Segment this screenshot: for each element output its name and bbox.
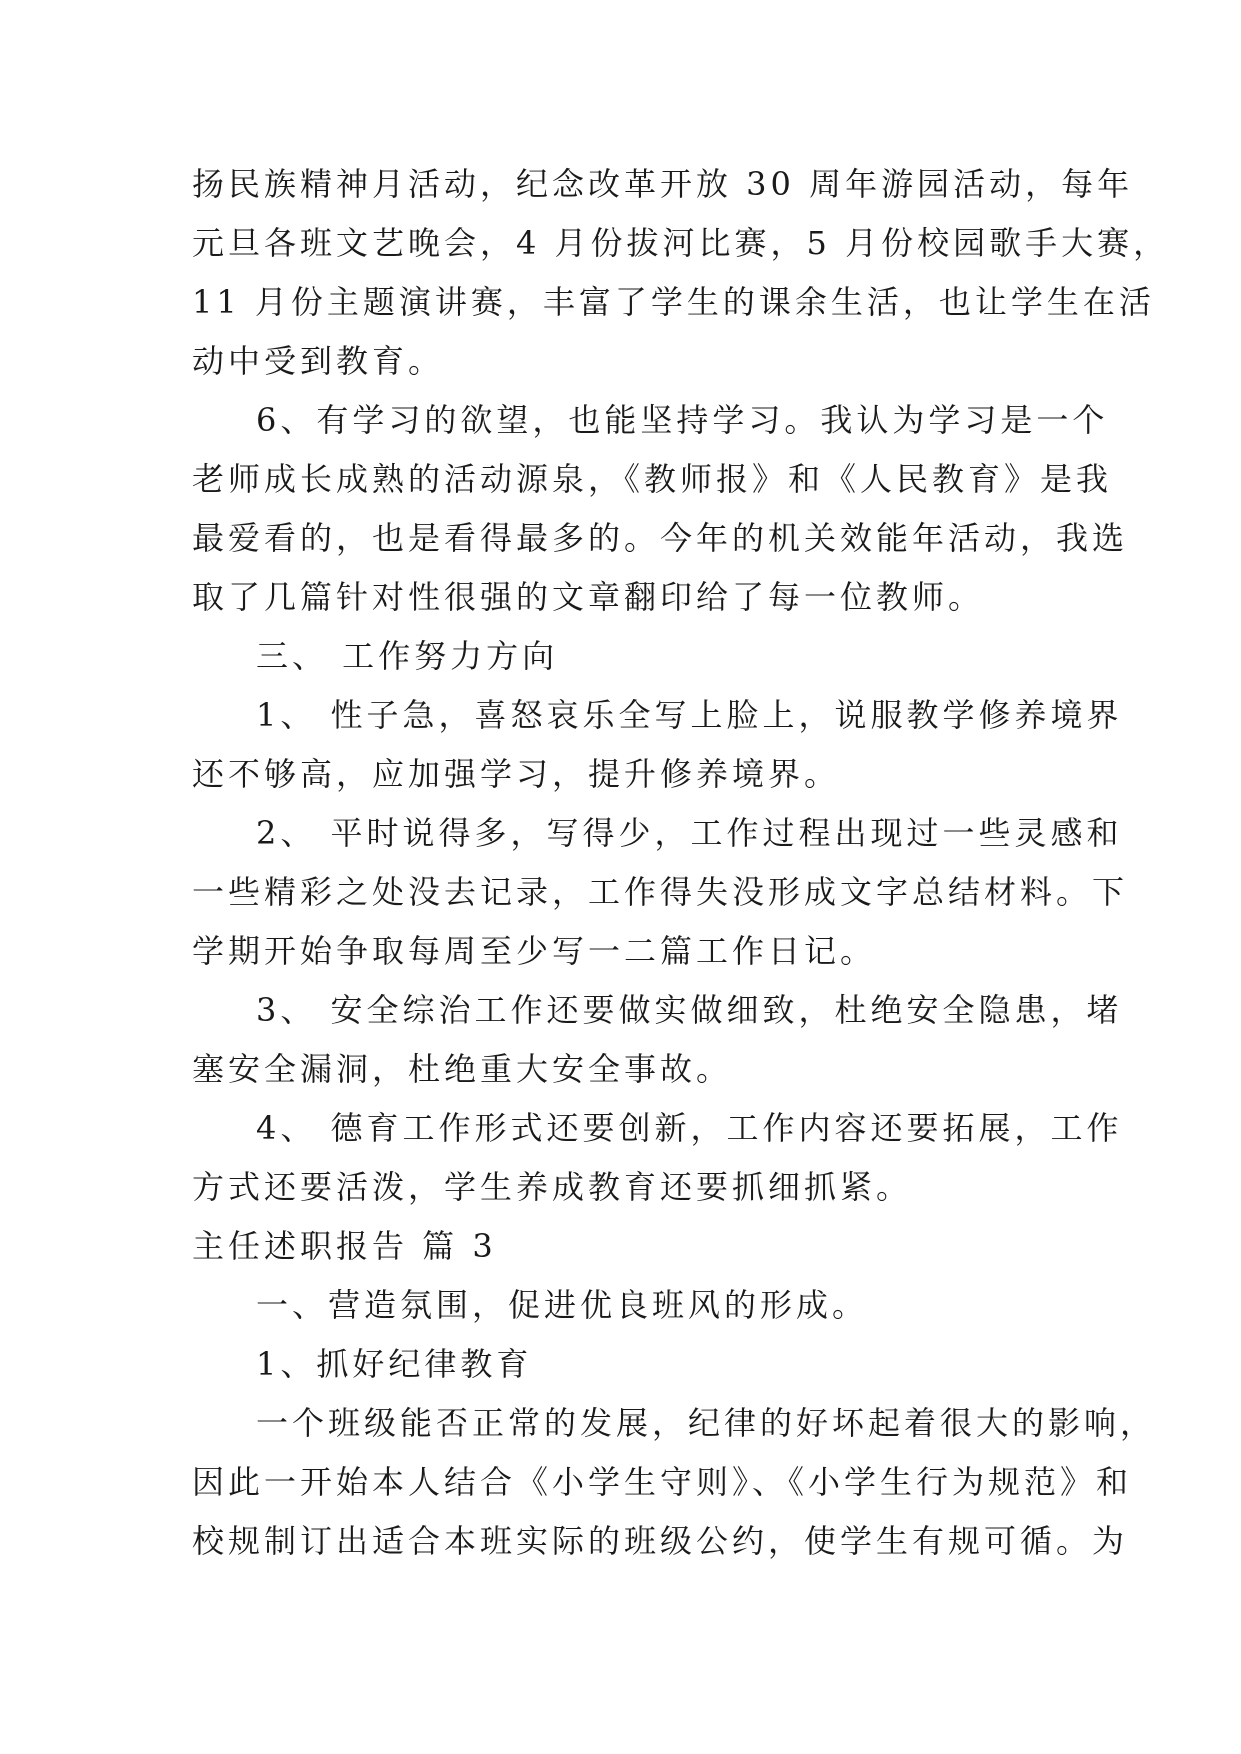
text-line: 塞安全漏洞，杜绝重大安全事故。 bbox=[192, 1050, 733, 1088]
paragraph-start-line: 2、 平时说得多，写得少，工作过程出现过一些灵感和 bbox=[256, 814, 1123, 852]
subsection-heading: 1、抓好纪律教育 bbox=[256, 1345, 533, 1383]
text-line: 扬民族精神月活动，纪念改革开放 30 周年游园活动，每年 bbox=[192, 165, 1134, 203]
text-line: 最爱看的，也是看得最多的。今年的机关效能年活动，我选 bbox=[192, 519, 1129, 557]
text-line: 还不够高，应加强学习，提升修养境界。 bbox=[192, 755, 841, 793]
text-line: 动中受到教育。 bbox=[192, 342, 445, 380]
paragraph-start-line: 6、有学习的欲望，也能坚持学习。我认为学习是一个 bbox=[256, 401, 1109, 439]
text-line: 11 月份主题演讲赛，丰富了学生的课余生活，也让学生在活 bbox=[192, 283, 1155, 321]
text-line: 方式还要活泼，学生养成教育还要抓细抓紧。 bbox=[192, 1168, 913, 1206]
report-title: 主任述职报告 篇 3 bbox=[192, 1227, 497, 1265]
section-heading: 一、营造氛围，促进优良班风的形成。 bbox=[256, 1286, 869, 1324]
paragraph-start-line: 3、 安全综治工作还要做实做细致，杜绝安全隐患，堵 bbox=[256, 991, 1123, 1029]
paragraph-start-line: 4、 德育工作形式还要创新，工作内容还要拓展，工作 bbox=[256, 1109, 1123, 1147]
paragraph-start-line: 一个班级能否正常的发展，纪律的好坏起着很大的影响， bbox=[256, 1404, 1157, 1442]
text-line: 因此一开始本人结合《小学生守则》、《小学生行为规范》和 bbox=[192, 1463, 1133, 1501]
section-heading: 三、 工作努力方向 bbox=[256, 637, 559, 675]
text-line: 老师成长成熟的活动源泉，《教师报》和《人民教育》是我 bbox=[192, 460, 1113, 498]
text-line: 校规制订出适合本班实际的班级公约，使学生有规可循。为 bbox=[192, 1522, 1129, 1560]
text-line: 学期开始争取每周至少写一二篇工作日记。 bbox=[192, 932, 877, 970]
document-body bbox=[192, 155, 1170, 1571]
text-line: 元旦各班文艺晚会，4 月份拔河比赛，5 月份校园歌手大赛， bbox=[192, 224, 1170, 262]
text-line: 一些精彩之处没去记录，工作得失没形成文字总结材料。下 bbox=[192, 873, 1129, 911]
text-line: 取了几篇针对性很强的文章翻印给了每一位教师。 bbox=[192, 578, 985, 616]
paragraph-start-line: 1、 性子急，喜怒哀乐全写上脸上，说服教学修养境界 bbox=[256, 696, 1123, 734]
